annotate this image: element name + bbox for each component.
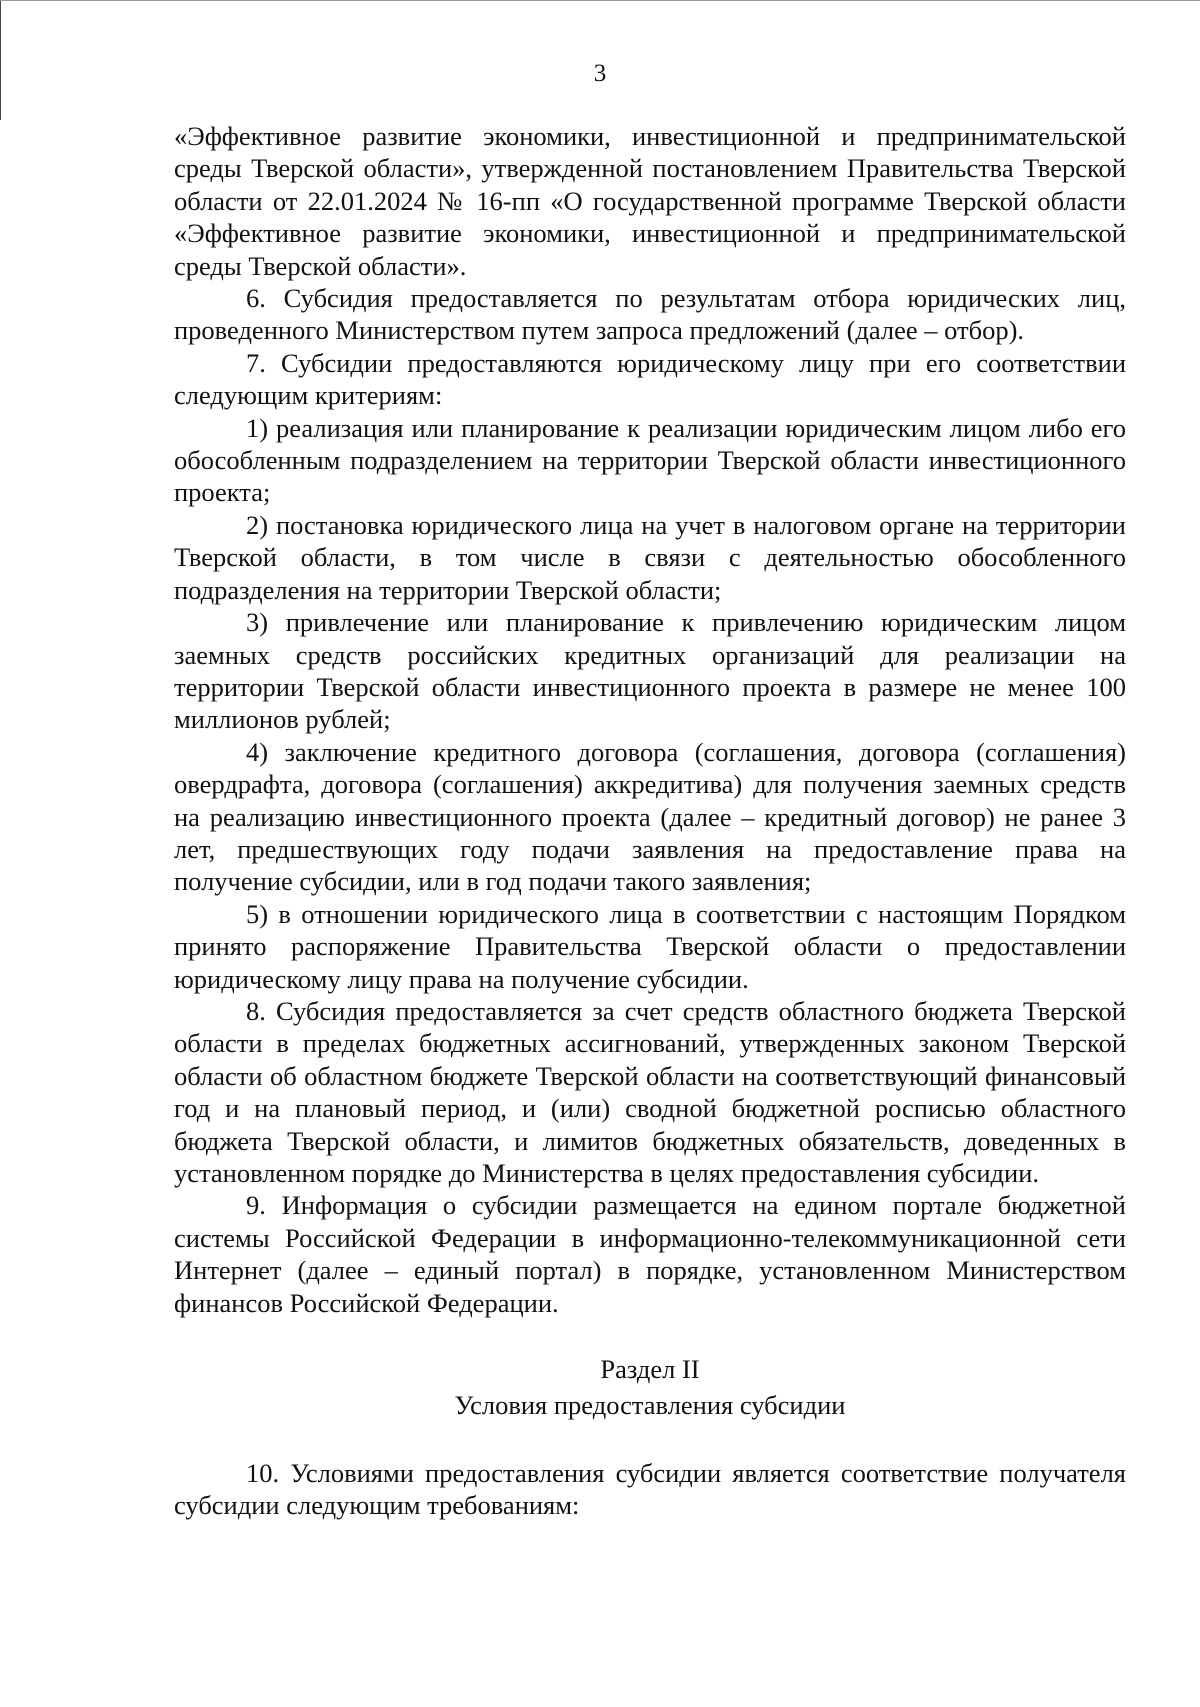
document-body [174, 120, 1126, 1522]
paragraph-7: 7. Субсидии предоставляются юридическому лицу при его соответствии следующим критериям: [174, 347, 1126, 411]
criterion-2: 2) постановка юридического лица на учет в налоговом органе на территории Тверской области, в том числе в связи с деятельностью обособленного подразделения на территории Тверской области; [174, 509, 1126, 605]
section-title: Условия предоставления субсидии [454, 1390, 846, 1421]
criterion-4: 4) заключение кредитного договора (соглашения, договора (соглашения) овердрафта, договора (соглашения) аккредитива) для получения заемных средств на реализацию инвестиционного проекта (далее – кредитный договор) не ранее 3 лет, предшествующих году подачи заявления на предоставление права на получение субсидии, или в год подачи такого заявления; [174, 736, 1126, 897]
section-number: Раздел II [600, 1354, 700, 1385]
paragraph-continuation: «Эффективное развитие экономики, инвестиционной и предпринимательской среды Тверской области», утвержденной постановлением Правительства Тверской области от 22.01.2024 № 16-пп «О государственной программе Тверской области «Эффективное развитие экономики, инвестиционной и предпринимательской среды Тверской области». [174, 121, 1126, 281]
scan-edge-mark-top [0, 0, 1200, 1]
criterion-5: 5) в отношении юридического лица в соответствии с настоящим Порядком принято распоряжение Правительства Тверской области о предоставлении юридическому лицу права на получение субсидии. [174, 898, 1126, 994]
paragraph-8: 8. Субсидия предоставляется за счет средств областного бюджета Тверской области в пределах бюджетных ассигнований, утвержденных законом Тверской области об областном бюджете Тверской области на соответствующий финансовый год и на плановый период, и (или) сводной бюджетной росписью областного бюджета Тверской области, и лимитов бюджетных обязательств, доведенных в установленном порядке до Министерства в целях предоставления субсидии. [174, 995, 1126, 1188]
page-number: 3 [593, 60, 607, 87]
criterion-3: 3) привлечение или планирование к привлечению юридическим лицом заемных средств российских кредитных организаций для реализации на территории Тверской области инвестиционного проекта в размере не менее 100 миллионов рублей; [174, 607, 1126, 735]
paragraph-6: 6. Субсидия предоставляется по результатам отбора юридических лиц, проведенного Министерством путем запроса предложений (далее – отбор). [174, 283, 1126, 346]
paragraph-10: 10. Условиями предоставления субсидии является соответствие получателя субсидии следующим требованиям: [174, 1458, 1126, 1521]
paragraph-9: 9. Информация о субсидии размещается на едином портале бюджетной системы Российской Федерации в информационно-телекоммуникационной сети Интернет (далее – единый портал) в порядке, установленном Министерством финансов Российской Федерации. [174, 1190, 1126, 1318]
criterion-1: 1) реализация или планирование к реализации юридическим лицом либо его обособленным подразделением на территории Тверской области инвестиционного проекта; [174, 412, 1126, 508]
section-heading [174, 1351, 1126, 1423]
